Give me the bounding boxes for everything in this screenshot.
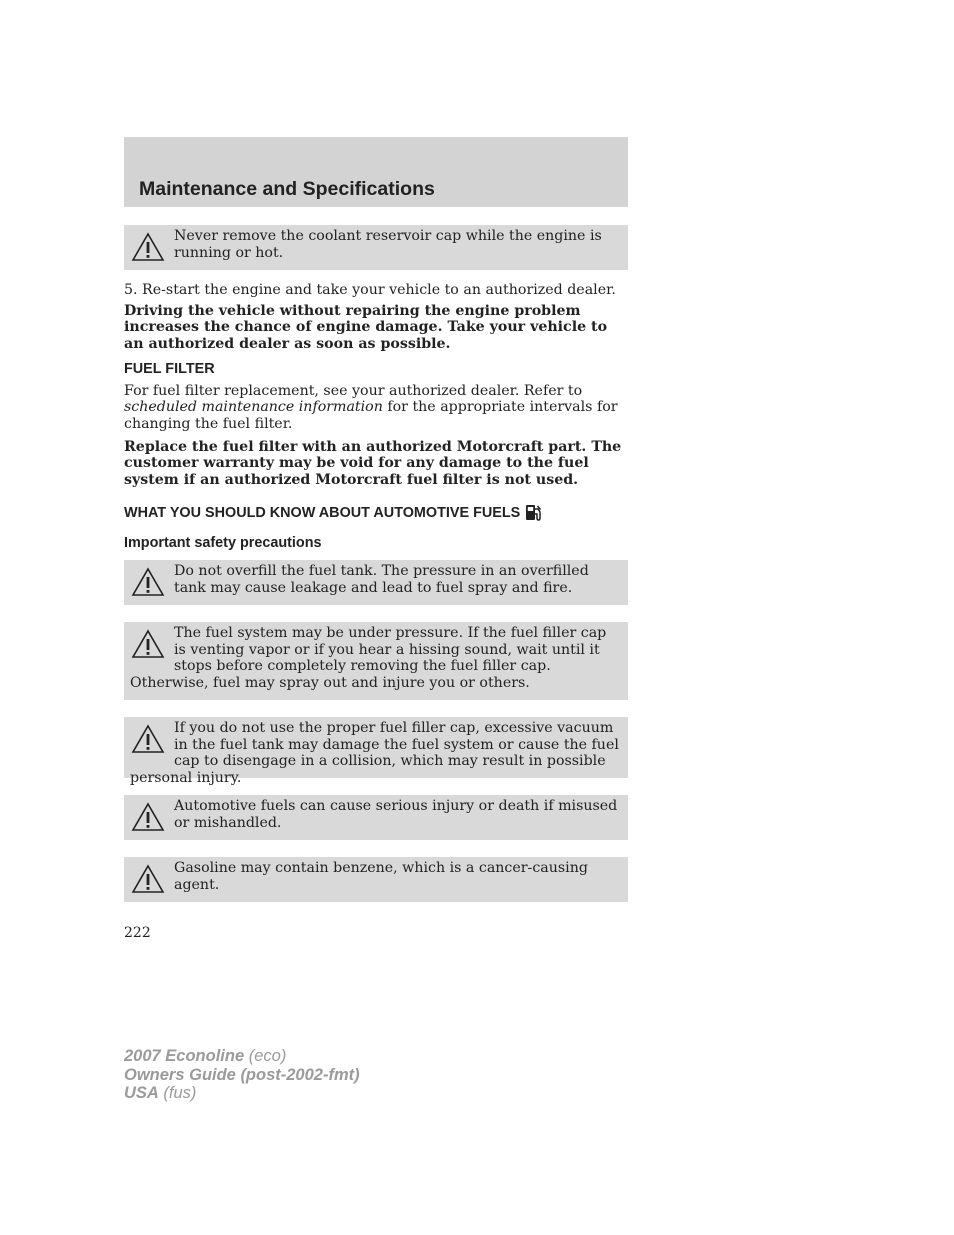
warning-text: Gasoline may contain benzene, which is a cancer-causing agent. bbox=[174, 860, 588, 893]
header-band bbox=[124, 137, 628, 207]
fuel-filter-heading: FUEL FILTER bbox=[124, 361, 215, 377]
warning-box-pressure bbox=[124, 622, 628, 700]
page-number: 222 bbox=[124, 925, 151, 941]
automotive-fuels-heading bbox=[124, 502, 544, 522]
warning-box-misuse bbox=[124, 795, 628, 840]
safety-precautions-heading: Important safety precautions bbox=[124, 535, 322, 551]
warning-box-benzene bbox=[124, 857, 628, 902]
warning-triangle-icon bbox=[131, 567, 165, 597]
fuel-filter-paragraph bbox=[124, 383, 630, 432]
fuel-filter-text-a: For fuel filter replacement, see your authorized dealer. Refer to bbox=[124, 383, 583, 399]
page-title: Maintenance and Specifications bbox=[139, 178, 435, 200]
warning-text: The fuel system may be under pressure. If the fuel filler cap is venting vapor or if you hear a hissing sound, wait until it stops before completely removing the fuel filler cap. Otherwise, fuel may spray out and injure you or others. bbox=[130, 625, 607, 691]
footer-guide: Owners Guide (post-2002-fmt) bbox=[124, 1065, 360, 1084]
warning-text: If you do not use the proper fuel filler cap, excessive vacuum in the fuel tank may damage the fuel system or cause the fuel cap to disengage in a collision, which may result in possible personal injury. bbox=[130, 720, 619, 786]
fuel-filter-bold-text: Replace the fuel filter with an authorized Motorcraft part. The customer warranty may be void for any damage to the fuel system if an authorized Motorcraft fuel filter is not used. bbox=[124, 439, 622, 488]
scheduled-maintenance-ref: scheduled maintenance information bbox=[124, 399, 383, 416]
warning-triangle-icon bbox=[131, 864, 165, 894]
footer-market: USA bbox=[124, 1084, 159, 1102]
footer-line-3 bbox=[124, 1084, 360, 1103]
warning-triangle-icon bbox=[131, 724, 165, 754]
fuel-pump-icon bbox=[524, 502, 544, 522]
warning-box-overfill bbox=[124, 560, 628, 605]
warning-text: Never remove the coolant reservoir cap while the engine is running or hot. bbox=[174, 228, 602, 261]
step-5-text: 5. Re-start the engine and take your vehicle to an authorized dealer. bbox=[124, 282, 616, 298]
warning-triangle-icon bbox=[131, 802, 165, 832]
footer-line-2 bbox=[124, 1066, 360, 1085]
footer-model: 2007 Econoline bbox=[124, 1047, 245, 1065]
driving-warning-text: Driving the vehicle without repairing the engine problem increases the chance of engine damage. Take your vehicle to an authorized dealer as soon as possible. bbox=[124, 303, 608, 352]
automotive-fuels-heading-text: WHAT YOU SHOULD KNOW ABOUT AUTOMOTIVE FUELS bbox=[124, 505, 521, 521]
warning-triangle-icon bbox=[131, 232, 165, 262]
footer-line-1 bbox=[124, 1047, 360, 1066]
footer-model-code: (eco) bbox=[244, 1047, 287, 1065]
warning-box-coolant bbox=[124, 225, 628, 270]
footer-market-code: (fus) bbox=[158, 1084, 197, 1102]
fuel-filter-text-b: for the appropriate intervals for changing the fuel filter. bbox=[124, 399, 618, 432]
warning-box-vacuum bbox=[124, 717, 628, 786]
warning-triangle-icon bbox=[131, 629, 165, 659]
warning-text: Automotive fuels can cause serious injury or death if misused or mishandled. bbox=[174, 798, 618, 831]
document-footer bbox=[124, 1047, 360, 1103]
warning-text: Do not overfill the fuel tank. The pressure in an overfilled tank may cause leakage and lead to fuel spray and fire. bbox=[174, 563, 589, 596]
